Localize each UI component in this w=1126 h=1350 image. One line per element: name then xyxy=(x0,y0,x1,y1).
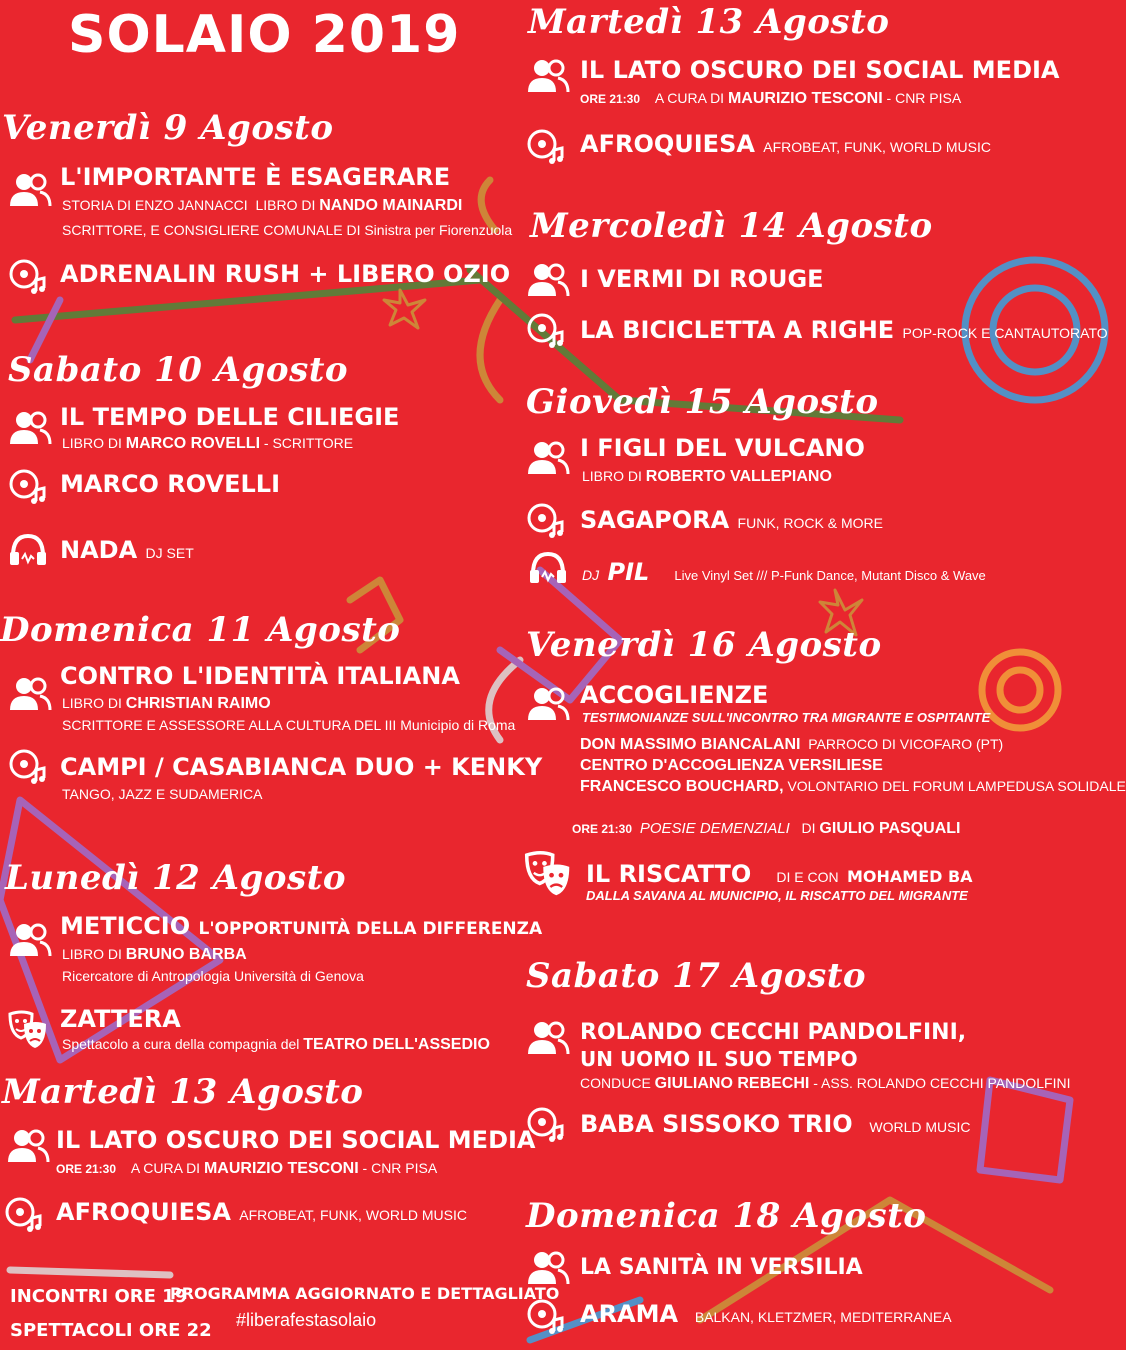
people-icon xyxy=(8,676,52,712)
author-label: DI xyxy=(801,820,816,836)
people-icon xyxy=(8,922,52,958)
event-title xyxy=(580,1110,971,1138)
event-note: Live Vinyl Set /// P-Funk Dance, Mutant Disco & Wave xyxy=(674,568,986,583)
day-heading-domenica-18: Domenica 18 Agosto xyxy=(526,1196,927,1236)
day-heading-mercoledi-14: Mercoledì 14 Agosto xyxy=(530,206,933,246)
event-subtitle: STORIA DI ENZO JANNACCI xyxy=(62,197,248,213)
event-title xyxy=(60,536,194,564)
day-heading-lunedi-12: Lunedì 12 Agosto xyxy=(5,858,347,898)
music-cd-icon xyxy=(526,1298,566,1334)
theatre-masks-icon xyxy=(522,848,574,900)
host-label: CONDUCE xyxy=(580,1075,651,1091)
curator-name: MAURIZIO TESCONI xyxy=(203,1160,359,1177)
event-detail xyxy=(580,778,1126,796)
people-icon xyxy=(526,262,570,298)
artist-name: ARAMA xyxy=(580,1300,679,1328)
guest-name: FRANCESCO BOUCHARD, xyxy=(580,778,784,795)
music-cd-icon xyxy=(8,258,48,294)
curator-org: - CNR PISA xyxy=(886,90,962,106)
event-title: IL LATO OSCURO DEI SOCIAL MEDIA xyxy=(56,1126,536,1154)
book-label: LIBRO DI xyxy=(62,435,122,451)
event-title: ADRENALIN RUSH + LIBERO OZIO xyxy=(60,260,511,288)
event-detail: SCRITTORE E ASSESSORE ALLA CULTURA DEL III Municipio di Roma xyxy=(62,717,516,733)
people-icon xyxy=(8,172,52,208)
artist-name: NADA xyxy=(60,536,138,564)
headphones-icon xyxy=(8,532,48,566)
people-icon xyxy=(8,410,52,446)
event-note: BALKAN, KLETZMER, MEDITERRANEA xyxy=(694,1309,952,1325)
day-heading-venerdi-9: Venerdì 9 Agosto xyxy=(2,108,334,148)
music-cd-icon xyxy=(526,312,566,348)
artist-name: LA BICICLETTA A RIGHE xyxy=(580,316,895,344)
event-title-main: METICCIO xyxy=(60,912,191,940)
artist-name: AFROQUIESA xyxy=(56,1198,231,1226)
event-title: CONTRO L'IDENTITÀ ITALIANA xyxy=(60,662,460,690)
guest-role: VOLONTARIO DEL FORUM LAMPEDUSA SOLIDALE xyxy=(787,778,1126,794)
host-name: GIULIANO REBECHI xyxy=(654,1075,810,1092)
artist-name: SAGAPORA xyxy=(580,506,730,534)
event-subtitle: DALLA SAVANA AL MUNICIPIO, IL RISCATTO DEL MIGRANTE xyxy=(586,888,968,903)
music-cd-icon xyxy=(8,748,48,784)
event-title xyxy=(56,1198,467,1226)
music-cd-icon xyxy=(526,1106,566,1142)
headphones-icon xyxy=(528,550,568,584)
curator-label: A CURA DI xyxy=(130,1160,201,1176)
event-detail xyxy=(580,1075,1070,1093)
book-label: LIBRO DI xyxy=(582,468,642,484)
day-heading-venerdi-16: Venerdì 16 Agosto xyxy=(526,625,882,665)
people-icon xyxy=(526,440,570,476)
event-title xyxy=(580,506,883,534)
artist-name: PIL xyxy=(607,558,650,586)
hashtag: #liberafestasolaio xyxy=(236,1310,377,1330)
event-title: L'IMPORTANTE È ESAGERARE xyxy=(60,163,451,191)
event-detail xyxy=(62,435,353,453)
event-detail xyxy=(580,736,1003,754)
event-detail: SCRITTORE, E CONSIGLIERE COMUNALE DI Sinistra per Fiorenzuola xyxy=(62,222,513,238)
author-name: BRUNO BARBA xyxy=(125,946,247,963)
event-detail xyxy=(62,1036,490,1054)
spettacoli-time: SPETTACOLI ORE 22 xyxy=(10,1320,212,1341)
event-title: ROLANDO CECCHI PANDOLFINI, xyxy=(580,1020,967,1045)
guest-role: PARROCO DI VICOFARO (PT) xyxy=(808,736,1004,752)
event-note: AFROBEAT, FUNK, WORLD MUSIC xyxy=(239,1207,467,1223)
host-org: - ASS. ROLANDO CECCHI PANDOLFINI xyxy=(813,1075,1071,1091)
event-title: POESIE DEMENZIALI xyxy=(639,820,790,837)
event-title: I FIGLI DEL VULCANO xyxy=(580,434,865,462)
day-heading-martedi-13: Martedì 13 Agosto xyxy=(2,1072,364,1112)
event-note: FUNK, ROCK & MORE xyxy=(737,515,884,531)
event-detail: Ricercatore di Antropologia Università di Genova xyxy=(62,968,364,984)
event-detail xyxy=(580,90,961,108)
author-label: DI E CON xyxy=(776,869,839,885)
event-detail: TANGO, JAZZ E SUDAMERICA xyxy=(62,786,263,802)
guest-name: DON MASSIMO BIANCALANI xyxy=(580,736,801,753)
author-name: MARCO ROVELLI xyxy=(125,435,261,452)
music-cd-icon xyxy=(8,468,48,504)
day-heading-martedi-13: Martedì 13 Agosto xyxy=(528,2,890,42)
event-detail xyxy=(572,820,960,838)
event-title xyxy=(580,130,991,158)
people-icon xyxy=(526,1250,570,1286)
event-detail xyxy=(580,757,883,775)
day-heading-giovedi-15: Giovedì 15 Agosto xyxy=(526,382,879,422)
event-note: AFROBEAT, FUNK, WORLD MUSIC xyxy=(763,139,991,155)
event-title: LA SANITÀ IN VERSILIA xyxy=(580,1255,863,1280)
day-heading-sabato-10: Sabato 10 Agosto xyxy=(8,350,349,390)
artist-name: BABA SISSOKO TRIO xyxy=(580,1110,853,1138)
organization-name: CENTRO D'ACCOGLIENZA VERSILIESE xyxy=(580,757,883,774)
event-title xyxy=(582,558,986,586)
programma-note: PROGRAMMA AGGIORNATO E DETTAGLIATO xyxy=(170,1284,560,1303)
music-cd-icon xyxy=(526,502,566,538)
day-heading-domenica-11: Domenica 11 Agosto xyxy=(0,610,401,650)
event-title: MARCO ROVELLI xyxy=(60,470,281,498)
curator-label: A CURA DI xyxy=(654,90,725,106)
event-detail xyxy=(582,468,832,486)
page-title: SOLAIO 2019 xyxy=(68,5,461,65)
people-icon xyxy=(6,1128,50,1164)
event-title-secondary: UN UOMO IL SUO TEMPO xyxy=(580,1047,858,1071)
book-label: LIBRO DI xyxy=(62,946,122,962)
event-title-secondary: L'OPPORTUNITÀ DELLA DIFFERENZA xyxy=(198,919,543,939)
event-time: ORE 21:30 xyxy=(580,92,641,106)
people-icon xyxy=(526,58,570,94)
event-detail xyxy=(62,197,462,215)
event-detail xyxy=(56,1160,437,1178)
incontri-time: INCONTRI ORE 19 xyxy=(10,1286,188,1307)
company-name: TEATRO DELL'ASSEDIO xyxy=(303,1036,490,1053)
curator-name: MAURIZIO TESCONI xyxy=(727,90,883,107)
event-title xyxy=(60,912,542,940)
event-title: ACCOGLIENZE xyxy=(580,681,769,709)
event-note: WORLD MUSIC xyxy=(869,1119,971,1135)
event-detail xyxy=(62,695,271,713)
event-note: POP-ROCK E CANTAUTORATO xyxy=(902,325,1108,341)
author-name: MOHAMED BA xyxy=(846,867,973,886)
event-title xyxy=(586,860,973,888)
show-title: IL RISCATTO xyxy=(586,860,752,888)
event-subtitle: TESTIMONIANZE SULL'INCONTRO TRA MIGRANTE E OSPITANTE xyxy=(582,710,991,725)
event-detail-text: Spettacolo a cura della compagnia del xyxy=(62,1036,300,1052)
music-cd-icon xyxy=(4,1196,44,1232)
event-time: ORE 21:30 xyxy=(572,822,633,836)
event-title: CAMPI / CASABIANCA DUO + KENKY xyxy=(60,753,543,781)
book-label: LIBRO DI xyxy=(255,197,316,213)
curator-org: - CNR PISA xyxy=(362,1160,438,1176)
author-name: NANDO MAINARDI xyxy=(319,197,463,214)
author-name: CHRISTIAN RAIMO xyxy=(125,695,271,712)
day-heading-sabato-17: Sabato 17 Agosto xyxy=(526,956,867,996)
event-title xyxy=(580,1300,952,1328)
music-cd-icon xyxy=(526,128,566,164)
event-title: ZATTERA xyxy=(60,1005,181,1033)
book-label: LIBRO DI xyxy=(62,695,122,711)
people-icon xyxy=(526,686,570,722)
author-role: - SCRITTORE xyxy=(263,435,354,451)
author-name: GIULIO PASQUALI xyxy=(819,820,961,837)
event-note: DJ SET xyxy=(145,545,194,561)
dj-label: DJ xyxy=(582,567,600,583)
people-icon xyxy=(526,1020,570,1056)
event-title: I VERMI DI ROUGE xyxy=(580,265,824,293)
event-title: IL TEMPO DELLE CILIEGIE xyxy=(60,403,400,431)
event-title: IL LATO OSCURO DEI SOCIAL MEDIA xyxy=(580,56,1060,84)
theatre-masks-icon xyxy=(6,1008,50,1052)
artist-name: AFROQUIESA xyxy=(580,130,755,158)
author-name: ROBERTO VALLEPIANO xyxy=(645,468,832,485)
event-detail xyxy=(62,946,247,964)
event-title xyxy=(580,316,1108,344)
event-time: ORE 21:30 xyxy=(56,1162,117,1176)
